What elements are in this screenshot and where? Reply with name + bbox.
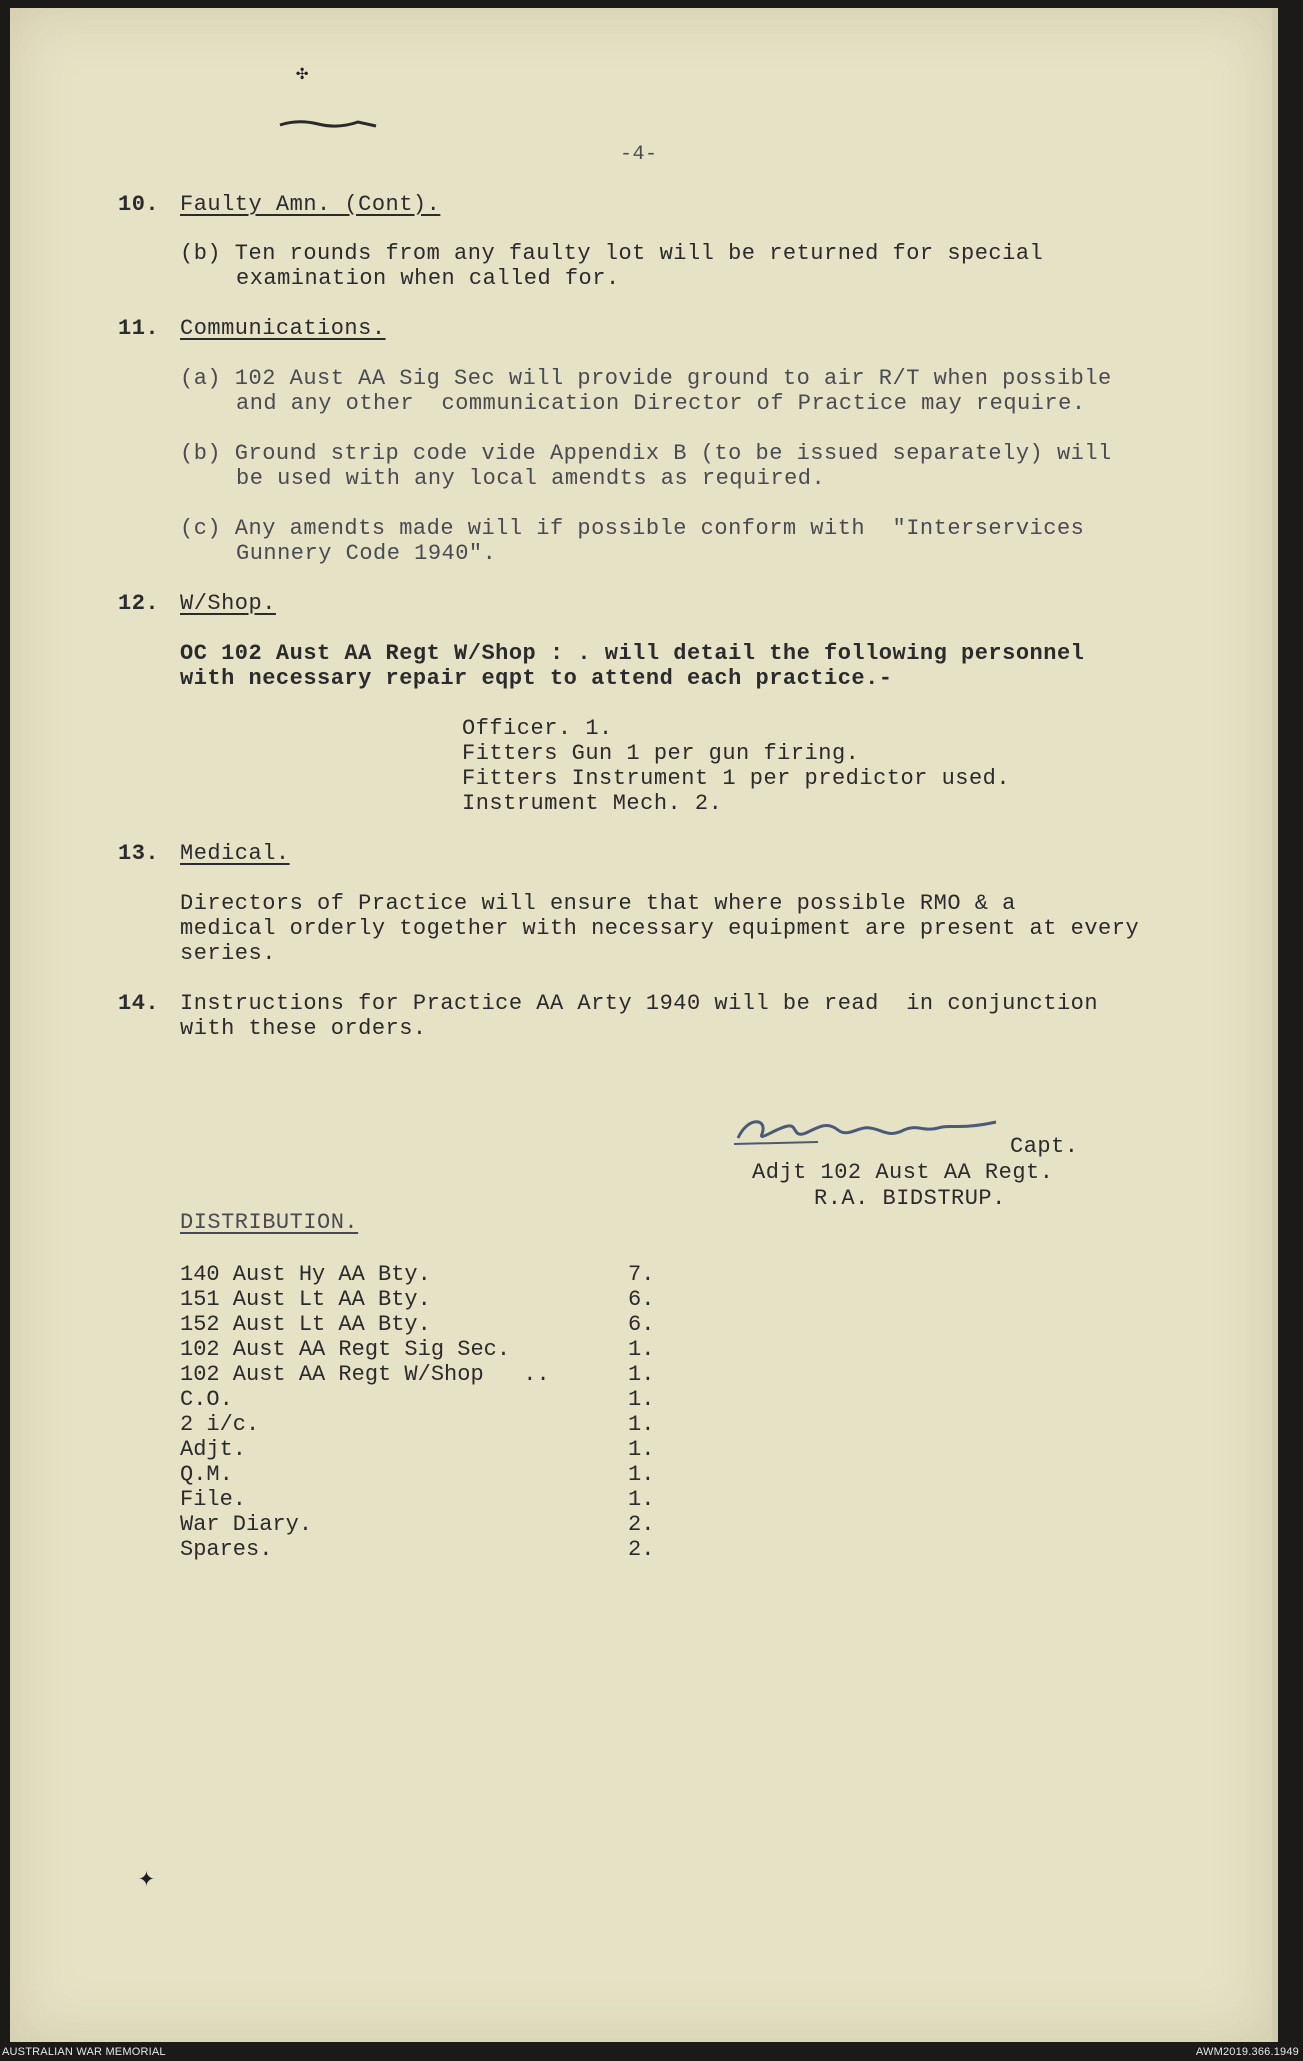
ink-scribble bbox=[278, 116, 378, 124]
signature-appointment: Adjt 102 Aust AA Regt. bbox=[752, 1160, 1054, 1185]
section-13-number: 13. bbox=[118, 841, 160, 866]
distribution-quantity: 1. bbox=[628, 1362, 655, 1387]
section-13-para-line2: medical orderly together with necessary equipment are present at every bbox=[180, 916, 1140, 941]
section-14-para-line1: Instructions for Practice AA Arty 1940 will be read in conjunction bbox=[180, 991, 1099, 1016]
section-12-list-instrument-mech: Instrument Mech. 2. bbox=[462, 791, 723, 816]
section-12-para-line2: with necessary repair eqpt to attend each practice.- bbox=[180, 666, 893, 691]
distribution-unit: 102 Aust AA Regt Sig Sec. bbox=[180, 1337, 511, 1362]
distribution-unit: War Diary. bbox=[180, 1512, 313, 1537]
ink-mark-bottom: ✦ bbox=[138, 1864, 155, 1895]
distribution-quantity: 1. bbox=[628, 1487, 655, 1512]
distribution-quantity: 1. bbox=[628, 1387, 655, 1412]
distribution-quantity: 7. bbox=[628, 1262, 655, 1287]
signature-rank: Capt. bbox=[1010, 1134, 1079, 1159]
ink-mark: ✣ bbox=[296, 63, 309, 86]
section-13-title: Medical. bbox=[180, 841, 290, 866]
scribble-icon bbox=[278, 117, 378, 129]
section-12-title: W/Shop. bbox=[180, 591, 276, 616]
distribution-unit: C.O. bbox=[180, 1387, 233, 1412]
section-13-para-line1: Directors of Practice will ensure that where possible RMO & a bbox=[180, 891, 1016, 916]
section-13-para-line3: series. bbox=[180, 941, 276, 966]
distribution-unit: 151 Aust Lt AA Bty. bbox=[180, 1287, 431, 1312]
section-11-b-line1: (b) Ground strip code vide Appendix B (to be issued separately) will bbox=[180, 441, 1112, 466]
section-11-title: Communications. bbox=[180, 316, 386, 341]
section-12-list-officer: Officer. 1. bbox=[462, 716, 613, 741]
signature-name: R.A. BIDSTRUP. bbox=[814, 1186, 1006, 1211]
distribution-quantity: 2. bbox=[628, 1512, 655, 1537]
distribution-quantity: 1. bbox=[628, 1412, 655, 1437]
section-12-list-fitters-gun: Fitters Gun 1 per gun firing. bbox=[462, 741, 860, 766]
section-12-para-line1: OC 102 Aust AA Regt W/Shop : . will detail the following personnel bbox=[180, 641, 1085, 666]
distribution-quantity: 1. bbox=[628, 1462, 655, 1487]
distribution-heading: DISTRIBUTION. bbox=[180, 1210, 359, 1235]
footer-right: AWM2019.366.1949 bbox=[1195, 2046, 1299, 2058]
section-12-list-fitters-instrument: Fitters Instrument 1 per predictor used. bbox=[462, 766, 1011, 791]
footer-left: AUSTRALIAN WAR MEMORIAL bbox=[2, 2046, 166, 2058]
section-10-number: 10. bbox=[118, 192, 160, 217]
section-11-number: 11. bbox=[118, 316, 160, 341]
handwritten-signature bbox=[728, 1108, 1008, 1155]
page-edge bbox=[1272, 8, 1278, 2042]
section-11-a-line2: and any other communication Director of Practice may require. bbox=[236, 391, 1086, 416]
section-14-number: 14. bbox=[118, 991, 160, 1016]
section-10-title: Faulty Amn. (Cont). bbox=[180, 192, 441, 217]
distribution-quantity: 1. bbox=[628, 1337, 655, 1362]
distribution-quantity: 1. bbox=[628, 1437, 655, 1462]
page-number: -4- bbox=[620, 143, 658, 166]
distribution-quantity: 6. bbox=[628, 1312, 655, 1337]
section-11-c-line2: Gunnery Code 1940". bbox=[236, 541, 497, 566]
distribution-unit: 152 Aust Lt AA Bty. bbox=[180, 1312, 431, 1337]
distribution-unit: 2 i/c. bbox=[180, 1412, 260, 1437]
section-11-c-line1: (c) Any amendts made will if possible conform with "Interservices bbox=[180, 516, 1085, 541]
distribution-quantity: 2. bbox=[628, 1537, 655, 1562]
distribution-unit: Spares. bbox=[180, 1537, 273, 1562]
section-10-b-line2: examination when called for. bbox=[236, 266, 620, 291]
section-11-a-line1: (a) 102 Aust AA Sig Sec will provide ground to air R/T when possible bbox=[180, 366, 1112, 391]
section-12-number: 12. bbox=[118, 591, 160, 616]
distribution-unit: 140 Aust Hy AA Bty. bbox=[180, 1262, 431, 1287]
distribution-unit: 102 Aust AA Regt W/Shop .. bbox=[180, 1362, 550, 1387]
section-14-para-line2: with these orders. bbox=[180, 1016, 427, 1041]
distribution-unit: Q.M. bbox=[180, 1462, 233, 1487]
section-11-b-line2: be used with any local amendts as required. bbox=[236, 466, 826, 491]
distribution-unit: Adjt. bbox=[180, 1437, 247, 1462]
section-10-b-line1: (b) Ten rounds from any faulty lot will be returned for special bbox=[180, 241, 1044, 266]
distribution-unit: File. bbox=[180, 1487, 247, 1512]
distribution-quantity: 6. bbox=[628, 1287, 655, 1312]
